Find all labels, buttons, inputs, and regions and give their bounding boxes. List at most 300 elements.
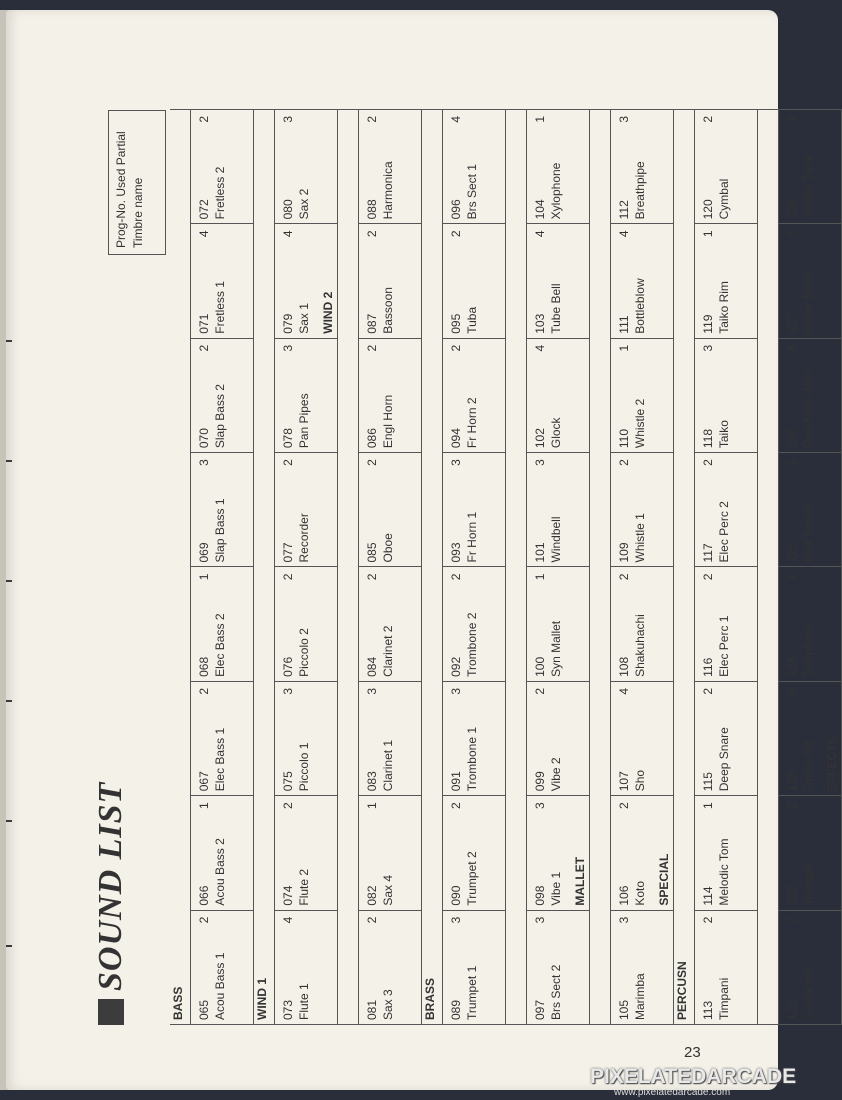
sound-cell-content <box>695 110 757 223</box>
program-number: 076 <box>281 656 295 677</box>
used-partial: 3 <box>281 344 295 352</box>
program-number: 113 <box>701 1000 715 1020</box>
sound-cell-content <box>443 453 505 566</box>
sound-cell <box>443 910 506 1024</box>
used-partial: 3 <box>365 687 379 695</box>
sound-cell <box>275 224 338 338</box>
sound-cell-content <box>527 110 589 223</box>
sound-cell <box>443 224 506 338</box>
program-number: 126 <box>785 428 799 449</box>
sound-cell <box>779 796 842 910</box>
sound-cell-content <box>611 568 673 681</box>
sound-cell-content <box>695 339 757 452</box>
used-partial: 2 <box>197 344 211 352</box>
sound-cell <box>359 224 422 338</box>
sound-cell-content <box>443 568 505 681</box>
sound-cell-content <box>611 911 673 1024</box>
program-number: 103 <box>533 313 547 334</box>
sound-cell <box>191 910 254 1024</box>
program-number: 082 <box>365 885 379 906</box>
program-number: 110 <box>617 428 631 449</box>
program-number: 114 <box>701 886 715 906</box>
used-partial: 2 <box>701 459 715 466</box>
sound-cell-content <box>779 911 841 1024</box>
page-number: 23 <box>684 1044 701 1061</box>
sound-cell-content <box>527 339 589 452</box>
program-number: 111 <box>617 315 631 334</box>
sound-cell-content <box>191 110 253 223</box>
used-partial: 1 <box>365 802 379 809</box>
table-row <box>275 109 338 1024</box>
table-row <box>527 109 590 1024</box>
sound-cell <box>779 681 842 795</box>
sound-cell <box>695 681 758 795</box>
used-partial: 2 <box>449 230 463 238</box>
sound-cell <box>695 453 758 567</box>
used-partial: 2 <box>617 459 631 466</box>
program-number: 068 <box>197 656 211 677</box>
program-number: 077 <box>281 542 295 563</box>
inline-section-header: SPECIAL <box>657 853 671 906</box>
section-header-row <box>338 109 359 1024</box>
sound-cell <box>275 109 338 223</box>
sound-cell-content <box>275 224 337 337</box>
page-title: SOUND LIST <box>92 781 129 991</box>
sound-cell-content <box>275 682 337 795</box>
sound-cell <box>779 567 842 681</box>
timbre-name: Timpani <box>717 977 731 1020</box>
binding-mark <box>6 945 12 947</box>
timbre-name: Jungle Tune <box>801 153 815 220</box>
sound-cell <box>359 453 422 567</box>
used-partial: 4 <box>449 115 463 123</box>
sound-cell-content <box>611 110 673 223</box>
watermark-url: www.pixelatedarcade.com <box>614 1087 731 1098</box>
used-partial: 2 <box>701 115 715 123</box>
sound-cell <box>275 453 338 567</box>
sound-cell <box>191 109 254 223</box>
sound-cell <box>443 453 506 567</box>
program-number: 090 <box>449 885 463 906</box>
binding-mark <box>6 460 12 462</box>
sound-cell-content <box>611 682 673 795</box>
used-partial: 2 <box>617 573 631 581</box>
used-partial: 2 <box>365 344 379 352</box>
program-number: 102 <box>533 428 547 449</box>
timbre-name: Koto <box>633 880 647 906</box>
timbre-name: Acou Bass 2 <box>213 838 227 906</box>
sound-cell-content <box>359 911 421 1024</box>
inline-section-header: WIND 2 <box>321 291 335 334</box>
sound-cell-content <box>527 911 589 1024</box>
sound-cell <box>611 109 674 223</box>
program-number: 100 <box>533 656 547 677</box>
sound-cell-content <box>779 682 841 795</box>
timbre-name: Glock <box>549 417 563 449</box>
legend-line-2: Timbre name <box>131 177 145 248</box>
used-partial: 2 <box>785 802 799 809</box>
used-partial: 3 <box>449 687 463 695</box>
sound-cell <box>695 910 758 1024</box>
program-number: 106 <box>617 885 631 906</box>
sound-cell <box>191 453 254 567</box>
program-number: 092 <box>449 656 463 677</box>
used-partial: 4 <box>197 230 211 238</box>
used-partial: 2 <box>617 802 631 809</box>
timbre-name: Orche Hit <box>801 740 815 792</box>
program-number: 067 <box>197 771 211 792</box>
sound-cell-content <box>527 682 589 795</box>
used-partial: 3 <box>533 459 547 466</box>
program-number: 089 <box>449 999 463 1020</box>
rotated-content <box>92 110 839 1025</box>
sound-cell-content <box>359 796 421 909</box>
sound-cell <box>527 796 590 910</box>
timbre-name: Brs Sect 1 <box>465 164 479 220</box>
sound-cell <box>695 224 758 338</box>
used-partial: 3 <box>617 115 631 123</box>
sound-cell <box>359 910 422 1024</box>
sound-cell-content <box>191 453 253 566</box>
sound-cell-content <box>275 568 337 681</box>
sound-cell <box>359 109 422 223</box>
timbre-name: Triangle <box>801 862 815 906</box>
sound-cell-content <box>611 224 673 337</box>
timbre-name: Brs Sect 2 <box>549 964 563 1020</box>
program-number: 122 <box>785 885 799 906</box>
used-partial: 3 <box>533 802 547 809</box>
timbre-name: Pan Pipes <box>297 393 311 449</box>
sound-cell-content <box>359 453 421 566</box>
timbre-name: Marimba <box>633 973 647 1020</box>
sound-cell-content <box>359 110 421 223</box>
sound-cell <box>275 681 338 795</box>
sound-cell <box>527 109 590 223</box>
sound-cell <box>191 681 254 795</box>
table-row <box>191 109 254 1024</box>
sound-cell <box>611 453 674 567</box>
program-number: 066 <box>197 885 211 906</box>
sound-cell <box>275 796 338 910</box>
used-partial: 4 <box>785 344 799 352</box>
used-partial: 4 <box>533 230 547 238</box>
sound-cell-content <box>191 224 253 337</box>
timbre-name: Acou Bass 1 <box>213 952 227 1020</box>
timbre-name: Fr Horn 1 <box>465 511 479 563</box>
used-partial: 1 <box>701 802 715 809</box>
timbre-name: Piccolo 1 <box>297 742 311 792</box>
program-number: 085 <box>365 542 379 563</box>
used-partial: 3 <box>197 459 211 466</box>
sound-cell-content <box>443 339 505 452</box>
sound-cell-content <box>443 224 505 337</box>
section-header <box>590 109 611 1024</box>
timbre-name: Vibe 1 <box>549 871 563 906</box>
timbre-name: Shakuhachi <box>633 614 647 677</box>
timbre-name: Elec Perc 2 <box>717 501 731 563</box>
used-partial: 2 <box>785 916 799 924</box>
timbre-name: Piccolo 2 <box>297 628 311 677</box>
program-number: 119 <box>701 314 715 334</box>
used-partial: 2 <box>701 687 715 695</box>
program-number: 108 <box>617 656 631 677</box>
sound-cell <box>611 567 674 681</box>
timbre-name: Harmonica <box>381 161 395 220</box>
timbre-name: Syn Mallet <box>549 620 563 677</box>
used-partial: 1 <box>197 802 211 809</box>
sound-cell <box>779 224 842 338</box>
legend-box <box>108 110 166 255</box>
section-header-row <box>254 109 275 1024</box>
sound-cell <box>779 453 842 567</box>
timbre-name: Elec Perc 1 <box>717 615 731 677</box>
used-partial: 2 <box>197 687 211 695</box>
sound-cell <box>611 910 674 1024</box>
timbre-name: One Note Jam <box>801 370 815 449</box>
used-partial: 2 <box>449 344 463 352</box>
timbre-name: Melodic Tom <box>717 838 731 906</box>
section-header: BASS <box>170 109 191 1024</box>
used-partial: 3 <box>701 344 715 352</box>
used-partial: 2 <box>449 802 463 809</box>
sound-cell-content <box>275 911 337 1024</box>
program-number: 071 <box>197 313 211 334</box>
program-number: 118 <box>701 428 715 449</box>
sound-cell-content <box>695 568 757 681</box>
timbre-name: Breathpipe <box>633 161 647 220</box>
timbre-name: Water Bells <box>801 272 815 334</box>
sound-cell <box>191 338 254 452</box>
sound-cell-content <box>443 911 505 1024</box>
used-partial: 2 <box>281 802 295 809</box>
used-partial: 1 <box>533 573 547 581</box>
program-number: 079 <box>281 313 295 334</box>
sound-cell <box>695 109 758 223</box>
timbre-name: Engl Horn <box>381 394 395 449</box>
binding-mark <box>6 340 12 342</box>
inline-section-header: EFFECTS <box>825 736 839 792</box>
program-number: 096 <box>449 199 463 220</box>
sound-cell-content <box>191 568 253 681</box>
program-number: 075 <box>281 771 295 792</box>
sound-cell-content <box>359 568 421 681</box>
section-header: WIND 1 <box>254 109 275 1024</box>
sound-cell-content <box>527 453 589 566</box>
timbre-name: Fretless 1 <box>213 281 227 334</box>
sound-cell-content <box>359 339 421 452</box>
sound-cell <box>611 681 674 795</box>
sound-cell <box>359 338 422 452</box>
sound-cell <box>191 796 254 910</box>
used-partial: 1 <box>617 344 631 352</box>
timbre-name: Tuba <box>465 306 479 334</box>
sound-cell-content <box>443 110 505 223</box>
timbre-name: Whistle 1 <box>633 513 647 563</box>
sound-cell <box>695 338 758 452</box>
used-partial: 4 <box>281 916 295 924</box>
program-number: 080 <box>281 199 295 220</box>
section-header <box>338 109 359 1024</box>
sound-cell-content <box>275 339 337 452</box>
timbre-name: Bird Tweet <box>801 506 815 563</box>
sound-cell <box>695 567 758 681</box>
binding-mark <box>6 580 12 582</box>
program-number: 115 <box>701 772 715 792</box>
section-header-row <box>506 109 527 1024</box>
program-number: 091 <box>449 771 463 792</box>
sound-cell <box>779 910 842 1024</box>
timbre-name: Oboe <box>381 533 395 563</box>
sound-cell-content <box>779 110 841 223</box>
timbre-name: Elec Bass 1 <box>213 727 227 792</box>
sound-cell <box>443 567 506 681</box>
used-partial: 3 <box>281 115 295 123</box>
sound-cell <box>275 567 338 681</box>
section-header-row <box>674 109 695 1024</box>
sound-cell <box>359 796 422 910</box>
used-partial: 3 <box>449 459 463 466</box>
used-partial: 3 <box>281 687 295 695</box>
section-header <box>758 109 779 1024</box>
used-partial: 2 <box>281 459 295 466</box>
used-partial: 3 <box>533 916 547 924</box>
sound-cell <box>443 681 506 795</box>
program-number: 109 <box>617 542 631 563</box>
timbre-name: Vibe 2 <box>549 757 563 792</box>
table-row <box>779 109 842 1024</box>
sound-cell-content <box>695 453 757 566</box>
used-partial: 2 <box>365 230 379 238</box>
program-number: 093 <box>449 542 463 563</box>
used-partial: 2 <box>701 573 715 581</box>
sound-cell <box>443 109 506 223</box>
used-partial: 4 <box>617 687 631 695</box>
used-partial: 1 <box>533 115 547 123</box>
program-number: 116 <box>701 657 715 677</box>
section-header-row <box>422 109 443 1024</box>
sound-cell <box>443 338 506 452</box>
program-number: 095 <box>449 313 463 334</box>
timbre-name: Trumpet 2 <box>465 851 479 906</box>
program-number: 112 <box>617 200 631 220</box>
sound-cell-content <box>779 568 841 681</box>
used-partial: 2 <box>197 916 211 924</box>
used-partial: 1 <box>785 459 799 466</box>
sound-cell-content <box>611 339 673 452</box>
program-number: 121 <box>785 999 799 1020</box>
timbre-name: Windbell <box>549 516 563 563</box>
program-number: 101 <box>533 542 547 563</box>
timbre-name: Trombone 1 <box>465 726 479 792</box>
sound-cell <box>359 681 422 795</box>
timbre-name: Slap Bass 2 <box>213 384 227 449</box>
program-number: 128 <box>785 199 799 220</box>
used-partial: 2 <box>365 573 379 581</box>
used-partial: 1 <box>197 573 211 581</box>
timbre-name: Recorder <box>297 513 311 563</box>
timbre-name: Deep Snare <box>717 727 731 792</box>
sound-cell-content <box>191 911 253 1024</box>
program-number: 070 <box>197 428 211 449</box>
timbre-name: Taiko Rim <box>717 281 731 334</box>
timbre-name: Bottleblow <box>633 278 647 334</box>
sound-cell-content <box>191 796 253 909</box>
program-number: 087 <box>365 313 379 334</box>
sound-cell-content <box>611 796 673 909</box>
program-number: 125 <box>785 542 799 563</box>
used-partial: 2 <box>365 115 379 123</box>
used-partial: 2 <box>281 573 295 581</box>
timbre-name: Clarinet 1 <box>381 739 395 792</box>
program-number: 127 <box>785 313 799 334</box>
sound-cell-content <box>695 224 757 337</box>
timbre-name: Taiko <box>717 420 731 449</box>
used-partial: 2 <box>701 916 715 924</box>
program-number: 105 <box>617 999 631 1020</box>
used-partial: 3 <box>617 916 631 924</box>
timbre-name: Sax 2 <box>297 188 311 220</box>
sound-cell-content <box>779 796 841 909</box>
used-partial: 1 <box>785 573 799 581</box>
sound-cell-content <box>443 682 505 795</box>
timbre-name: Slap Bass 1 <box>213 498 227 563</box>
timbre-name: Trumpet 1 <box>465 965 479 1020</box>
program-number: 078 <box>281 428 295 449</box>
legend-line-1: Prog-No. Used Partial <box>114 131 128 248</box>
program-number: 117 <box>701 543 715 563</box>
inline-section-header: MALLET <box>573 856 587 906</box>
used-partial: 3 <box>449 916 463 924</box>
watermark: PIXELATEDARCADE <box>590 1065 797 1088</box>
sound-cell <box>527 681 590 795</box>
used-partial: 1 <box>701 230 715 238</box>
section-header-row <box>590 109 611 1024</box>
sound-cell-content <box>191 339 253 452</box>
used-partial: 4 <box>281 230 295 238</box>
used-partial: 4 <box>533 344 547 352</box>
program-number: 084 <box>365 656 379 677</box>
sound-cell-content <box>527 568 589 681</box>
timbre-name: Fr Horn 2 <box>465 397 479 449</box>
timbre-name: Clarinet 2 <box>381 625 395 677</box>
title-square-icon <box>98 999 124 1025</box>
sound-cell-content <box>275 110 337 223</box>
sound-cell <box>611 338 674 452</box>
program-number: 099 <box>533 771 547 792</box>
binding-mark <box>6 700 12 702</box>
sound-cell <box>611 796 674 910</box>
program-number: 104 <box>533 199 547 220</box>
timbre-name: Whistle 2 <box>633 398 647 449</box>
section-header-row <box>758 109 779 1024</box>
section-header: BRASS <box>422 109 443 1024</box>
used-partial: 3 <box>785 230 799 238</box>
used-partial: 2 <box>197 115 211 123</box>
used-partial: 2 <box>533 687 547 695</box>
table-row <box>695 109 758 1024</box>
sound-cell-content <box>779 339 841 452</box>
sound-cell-content <box>275 453 337 566</box>
program-number: 086 <box>365 428 379 449</box>
sound-cell-content <box>191 682 253 795</box>
timbre-name: Sax 3 <box>381 989 395 1020</box>
timbre-name: Flute 2 <box>297 868 311 906</box>
used-partial: 4 <box>617 230 631 238</box>
section-header <box>506 109 527 1024</box>
sound-list-table <box>170 109 842 1025</box>
timbre-name: Castanets <box>801 965 815 1020</box>
sound-cell <box>695 796 758 910</box>
